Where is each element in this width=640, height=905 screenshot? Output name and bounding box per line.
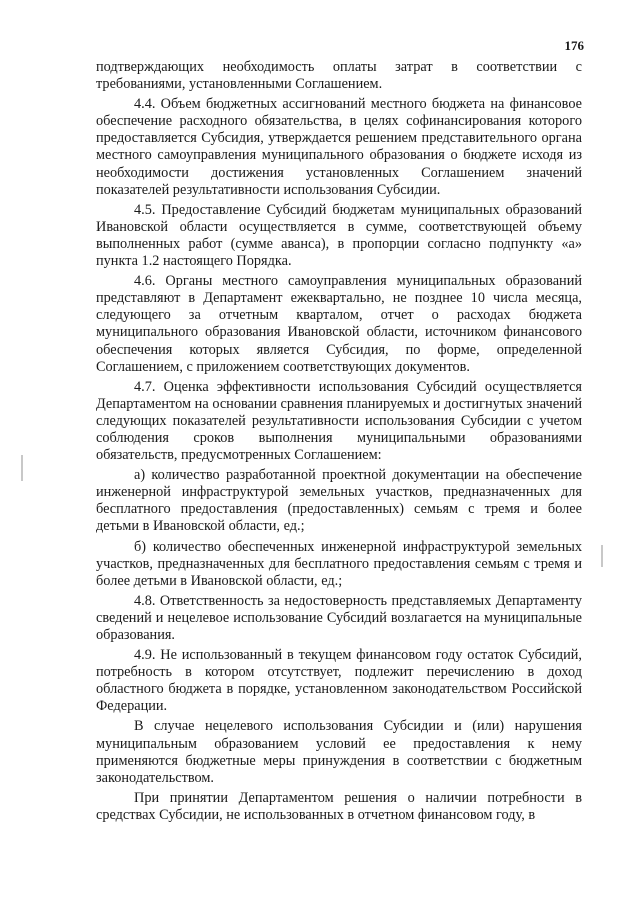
list-item-a: а) количество разработанной проектной документации на обеспечение инженерной инфраструктурой земельных участков, предназначенных для бесплатного предоставления (предоставленных) семьям с тремя и более детьми в Ивановской области, ед.; [96, 467, 582, 535]
paragraph: В случае нецелевого использования Субсидии и (или) нарушения муниципальным образованием условий ее предоставления к нему применяются бюджетные меры принуждения в соответствии с бюджетным законодательством. [96, 718, 582, 786]
paragraph-4-4: 4.4. Объем бюджетных ассигнований местного бюджета на финансовое обеспечение расходного обязательства, в целях софинансирования которого предоставляется Субсидия, утверждается решением представительного органа местного самоуправления муниципального образования о бюджете исходя из необходимости достижения установленных Соглашением значений показателей результативности использования Субсидии. [96, 96, 582, 198]
paragraph-4-7: 4.7. Оценка эффективности использования Субсидий осуществляется Департаментом на основании сравнения планируемых и достигнутых значений следующих показателей результативности использования Субсидии с учетом соблюдения сроков выполнения муниципальными образованиями обязательств, предусмотренных Соглашением: [96, 378, 582, 464]
paragraph-4-5: 4.5. Предоставление Субсидий бюджетам муниципальных образований Ивановской области осуществляется в сумме, соответствующей объему выполненных работ (сумме аванса), в пропорции согласно подпункту «а» пункта 1.2 настоящего Порядка. [96, 201, 582, 270]
page-number: 176 [564, 38, 584, 53]
paragraph: подтверждающих необходимость оплаты затрат в соответствии с требованиями, установленными Соглашением. [96, 59, 582, 93]
paragraph: При принятии Департаментом решения о наличии потребности в средствах Субсидии, не использованных в отчетном финансовом году, в [96, 789, 582, 823]
paragraph-4-6: 4.6. Органы местного самоуправления муниципальных образований представляют в Департамент ежеквартально, не позднее 10 числа месяца, следующего за отчетным кварталом, отчет о расходах бюджета муниципального образования Ивановской области, источником финансового обеспечения которых является Субсидия, по форме, определенной Соглашением, с приложением соответствующих документов. [96, 273, 582, 375]
scan-margin-mark [601, 545, 603, 567]
list-item-b: б) количество обеспеченных инженерной инфраструктурой земельных участков, предназначенных для бесплатного предоставления семьям с тремя и более детьми в Ивановской области, ед.; [96, 538, 582, 589]
paragraph-4-9: 4.9. Не использованный в текущем финансовом году остаток Субсидий, потребность в котором отсутствует, подлежит перечислению в доход областного бюджета в порядке, установленном законодательством Российской Федерации. [96, 647, 582, 715]
document-body [96, 59, 582, 827]
scan-margin-mark [21, 455, 23, 481]
paragraph-4-8: 4.8. Ответственность за недостоверность представляемых Департаменту сведений и нецелевое использование Субсидий возлагается на муниципальные образования. [96, 592, 582, 643]
